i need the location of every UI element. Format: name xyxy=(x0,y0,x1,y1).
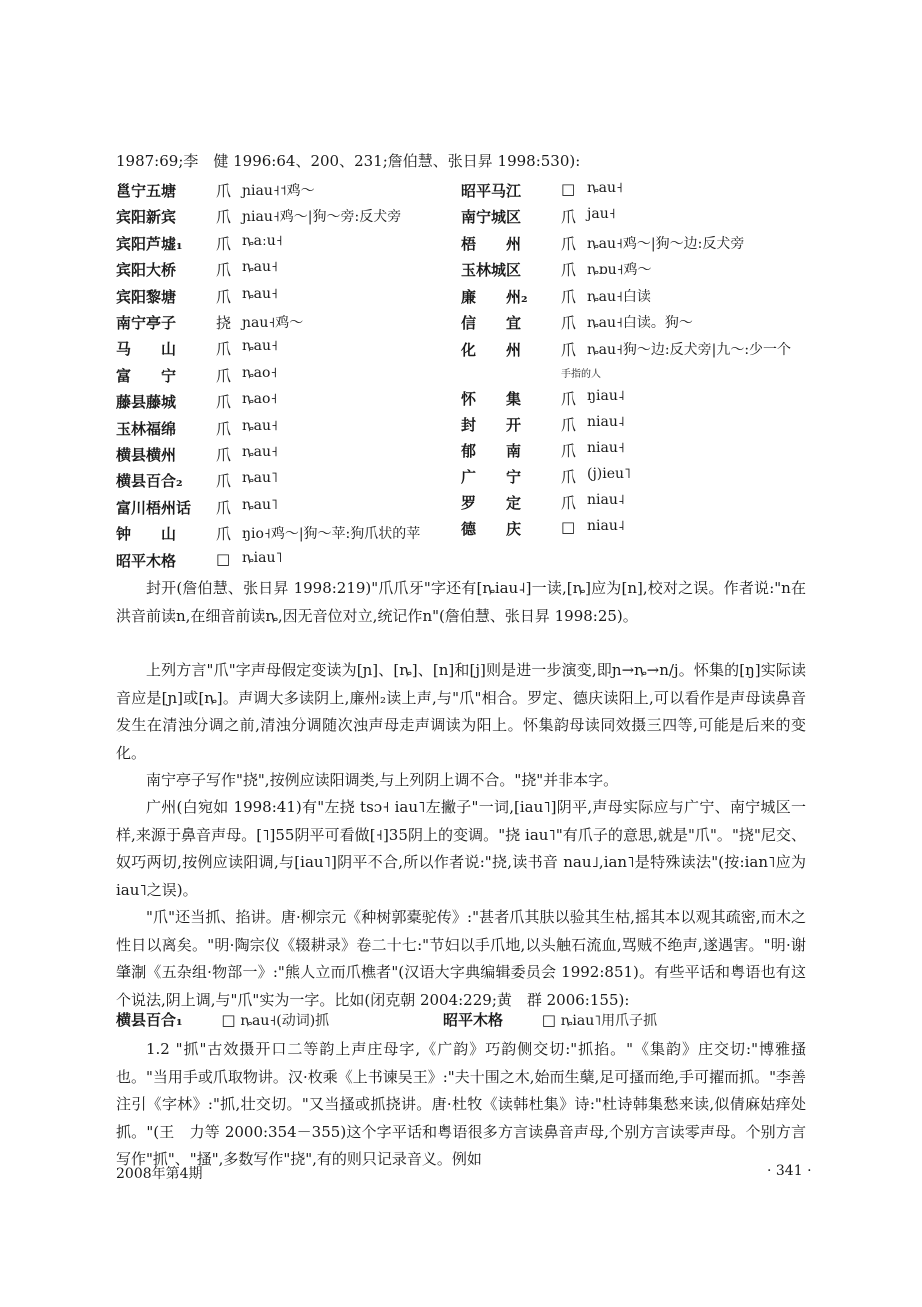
section-1-2: 1.2 "抓"古效摄开口二等韵上声庄母字,《广韵》巧韵侧交切:"抓掐。"《集韵》庄交切:"博雅搔也。"当用手或爪取物讲。汉·枚乘《上书谏吴王》:"夫十围之木,始而生蘖,足可搔而绝,手可擢而抓。"李善注引《字林》:"抓,壮交切。"又当搔或抓挠讲。唐·杜牧《读韩杜集》诗:"杜诗韩集愁来读,似倩麻姑痒处抓。"(王 力等 2000:354－355)这个字平话和粤语很多方言读鼻音声母,个别方言读零声母。个别方言写作"抓"、"搔",多数写作"挠",有的则只记录音义。例如 xyxy=(116,1040,806,1168)
dialect-place: 梧 州 xyxy=(461,235,522,253)
dialect-char: 爪 xyxy=(561,235,577,253)
dialect-char: 爪 xyxy=(561,208,577,226)
dialect-char: 爪 xyxy=(216,472,232,491)
dialect-place: 化 州 xyxy=(461,341,522,359)
dialect-char: 爪 xyxy=(216,498,232,517)
dialect-reading: ŋio˧鸡～|狗～苹:狗爪状的苹 xyxy=(242,526,421,543)
page-number: · 341 · xyxy=(767,1163,812,1179)
dialect-place: 廉 州₂ xyxy=(461,288,528,306)
dialect-place: 南宁亭子 xyxy=(116,314,177,332)
dialect-reading: niau˧ xyxy=(587,440,625,456)
dialect-char: 爪 xyxy=(216,234,232,253)
dialect-reading: (j)ieu˥ xyxy=(587,466,631,482)
dialect-place: 钟 山 xyxy=(116,525,177,544)
paragraph-4: 广州(白宛如 1998:41)有"左挠 tsɔ˧ iau˥左撇子"一词,[iau˥]阴平,声母实际应与广宁、南宁城区一样,来源于鼻音声母。[˥]55阴平可看做[˧]35阴上的变调。"挠 iau˥"有爪子的意思,就是"爪"。"挠"尼交、奴巧两切,按例应读阳调,与[iau˥]阴平不合,所以作者说:"挠,读书音 nau˩,ian˥是特殊读法"(按:ian˥应为iau˥之误)。 xyxy=(116,798,806,899)
dialect-reading: ȵau˥ xyxy=(242,496,278,513)
dialect-place: 昭平木格 xyxy=(116,551,177,570)
dialect-char: □ xyxy=(561,518,576,536)
dialect-reading: ȵɒu˧鸡～ xyxy=(587,262,652,278)
dialect-place: 南宁城区 xyxy=(461,208,522,226)
dialect-reading: jau˧ xyxy=(587,206,616,222)
example-right-char: □ xyxy=(541,1011,556,1029)
example-right-ipa: ȵiau˥用爪子抓 xyxy=(560,1013,658,1029)
dialect-char: 爪 xyxy=(216,261,232,280)
right-note: 手指的人 xyxy=(561,369,601,380)
dialect-char: 爪 xyxy=(561,468,577,486)
dialect-reading: ŋiau˨ xyxy=(587,388,625,404)
dialect-reading: ȵiau˥ xyxy=(242,549,283,566)
dialect-reading: ȵau˧ xyxy=(242,285,278,302)
dialect-place: 宾阳芦墟₁ xyxy=(116,234,183,253)
dialect-reading: ȵau˧狗～边:反犬旁|九～:少一个 xyxy=(587,342,792,358)
dialect-char: □ xyxy=(216,549,231,568)
dialect-place: 玉林福绵 xyxy=(116,419,177,438)
dialect-place: 富川梧州话 xyxy=(116,498,192,517)
dialect-reading: ȵao˧ xyxy=(242,364,278,381)
dialect-place: 信 宜 xyxy=(461,314,522,332)
dialect-char: 爪 xyxy=(561,261,577,279)
dialect-reading: niau˨ xyxy=(587,414,625,430)
dialect-reading: ɲiau˧鸡～|狗～旁:反犬旁 xyxy=(242,209,402,226)
dialect-reading: ȵao˧ xyxy=(242,391,278,408)
dialect-char: 爪 xyxy=(216,525,232,544)
dialect-place: 马 山 xyxy=(116,340,177,359)
paragraph-3: 南宁亭子写作"挠",按例应读阳调类,与上列阴上调不合。"挠"并非本字。 xyxy=(146,771,619,789)
dialect-char: 爪 xyxy=(216,340,232,359)
dialect-char: 爪 xyxy=(216,393,232,412)
dialect-reading: ɲau˧鸡～ xyxy=(242,315,304,331)
dialect-reading: ɲiau˧˦鸡～ xyxy=(242,183,315,199)
dialect-char: 爪 xyxy=(561,390,577,408)
dialect-reading: ȵau˧ xyxy=(242,338,278,355)
dialect-reading: ȵau˧ xyxy=(242,417,278,434)
dialect-place: 邕宁五塘 xyxy=(116,182,177,200)
dialect-place: 宾阳黎塘 xyxy=(116,287,177,306)
dialect-reading: ȵau˧白读。狗～ xyxy=(587,315,693,331)
dialect-char: 爪 xyxy=(216,182,232,200)
dialect-char: 爪 xyxy=(561,341,577,359)
example-left-ipa: ȵau˧(动词)抓 xyxy=(240,1013,330,1029)
dialect-place: 广 宁 xyxy=(461,468,522,486)
dialect-char: 爪 xyxy=(216,419,232,438)
dialect-reading: niau˨ xyxy=(587,518,625,534)
paragraph-2: 上列方言"爪"字声母假定变读为[ɲ]、[ȵ]、[n]和[j]则是进一步演变,即ɲ→ȵ→n/j。怀集的[ŋ]实际读音应是[ɲ]或[ȵ]。声调大多读阴上,廉州₂读上声,与"爪"相合。罗定、德庆读阳上,可以看作是声母读鼻音发生在清浊分调之前,清浊分调随次浊声母走声调读为阳上。怀集韵母读同效摄三四等,可能是后来的变化。 xyxy=(116,661,806,762)
dialect-reading: ȵau˧ xyxy=(587,180,623,196)
dialect-char: 挠 xyxy=(216,314,232,332)
dialect-place: 宾阳大桥 xyxy=(116,261,177,280)
dialect-place: 郁 南 xyxy=(461,442,522,460)
dialect-char: 爪 xyxy=(216,287,232,306)
intro-line: 1987:69;李 健 1996:64、200、231;詹伯慧、张日昇 1998:530): xyxy=(116,152,581,170)
dialect-char: 爪 xyxy=(216,366,232,385)
paragraph-1: 封开(詹伯慧、张日昇 1998:219)"爪爪牙"字还有[ȵiau˨]一读,[ȵ]应为[n],校对之误。作者说:"n在洪音前读n,在细音前读ȵ,因无音位对立,统记作n"(詹伯慧、张日昇 1998:25)。 xyxy=(116,579,806,625)
example-right xyxy=(443,1009,657,1030)
dialect-place: 宾阳新宾 xyxy=(116,208,177,227)
dialect-reading: niau˨ xyxy=(587,492,625,508)
example-left-place: 横县百合₁ xyxy=(116,1011,183,1029)
dialect-place: 封 开 xyxy=(461,416,522,434)
example-left xyxy=(116,1009,329,1030)
dialect-place: 昭平马江 xyxy=(461,182,522,200)
dialect-reading: ȵau˧鸡～|狗～边:反犬旁 xyxy=(587,236,745,252)
dialect-char: 爪 xyxy=(561,288,577,306)
dialect-reading: ȵaːu˧ xyxy=(242,232,283,249)
dialect-reading: ȵau˧ xyxy=(242,259,278,276)
dialect-reading: ȵau˧ xyxy=(242,444,278,460)
dialect-place: 罗 定 xyxy=(461,494,522,512)
example-right-place: 昭平木格 xyxy=(443,1011,504,1029)
example-left-char: □ xyxy=(221,1011,236,1029)
issue-label: 2008年第4期 xyxy=(116,1166,203,1182)
dialect-char: 爪 xyxy=(216,208,232,227)
dialect-place: 玉林城区 xyxy=(461,261,522,279)
dialect-place: 藤县藤城 xyxy=(116,393,177,412)
dialect-place: 怀 集 xyxy=(461,390,522,408)
dialect-char: 爪 xyxy=(561,494,577,512)
dialect-char: □ xyxy=(561,180,576,198)
dialect-char: 爪 xyxy=(216,446,232,464)
dialect-char: 爪 xyxy=(561,442,577,460)
dialect-place: 横县百合₂ xyxy=(116,472,183,491)
dialect-place: 德 庆 xyxy=(461,520,522,538)
dialect-place: 横县横州 xyxy=(116,446,177,464)
dialect-char: 爪 xyxy=(561,416,577,434)
dialect-reading: ȵau˥ xyxy=(242,470,278,487)
dialect-char: 爪 xyxy=(561,314,577,332)
dialect-place: 富 宁 xyxy=(116,366,177,385)
paragraph-5: "爪"还当抓、掐讲。唐·柳宗元《种树郭橐驼传》:"甚者爪其肤以验其生枯,摇其本以观其疏密,而木之性日以离矣。"明·陶宗仪《辍耕录》卷二十七:"节妇以手爪地,以头触石流血,骂贼不绝声,遂遇害。"明·谢肇淛《五杂组·物部一》:"熊人立而爪樵者"(汉语大字典编辑委员会 1992:851)。有些平话和粤语也有这个说法,阴上调,与"爪"实为一字。比如(闭克朝 2004:229;黄 群 2006:155): xyxy=(116,908,806,1009)
dialect-reading: ȵau˧白读 xyxy=(587,289,651,305)
